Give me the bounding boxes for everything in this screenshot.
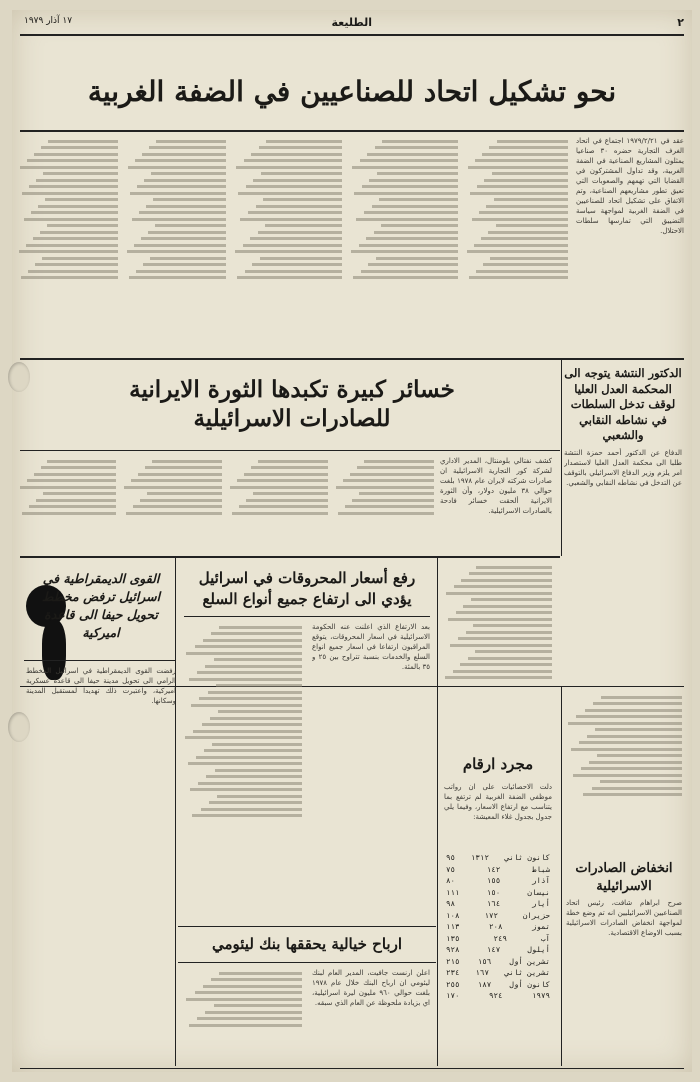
article-exports-body: صرح ابراهام شافت، رئيس اتحاد الصناعيين الاسرائيليين انه تم وضع خطة لمواجهة انخفاض الصادرات الاسرائيلية بسبب الاوضاع الاقتصادية. (566, 899, 682, 937)
table-cell: ١٦٤ (486, 899, 501, 908)
headline-fuel-line2: يؤدي الى ارتفاع جميع أنواع السلع (202, 590, 412, 608)
table-cell: ١٤٧ (486, 945, 501, 954)
article-text (566, 692, 682, 852)
table-cell: ٢٤٩ (493, 933, 508, 943)
article-text (184, 622, 302, 922)
table-cell: ٧٥ (446, 864, 456, 874)
headline-fuel (182, 568, 432, 610)
section-name: الطليعة (331, 16, 372, 29)
table-cell: ١١٣ (446, 922, 460, 931)
table-cell: ٩٥ (446, 853, 456, 862)
table-cell: ١٧٠ (446, 991, 460, 1000)
table-cell: ٨٠ (446, 876, 456, 885)
article-text (184, 968, 302, 1064)
article-text (122, 456, 222, 552)
article-text (228, 456, 328, 552)
table-row (446, 979, 550, 991)
punch-hole (8, 362, 30, 392)
article-text (18, 136, 118, 356)
headline-iran-line1: خسائر كبيرة تكبدها الثورة الايرانية (129, 376, 455, 403)
table-row (446, 887, 550, 899)
headline-haifa-line1: القوى الديمقراطية في اسرائيل ترفض مخطط (41, 571, 161, 605)
table-cell: كانون أول (509, 979, 550, 989)
table-cell: ٢٥٥ (446, 979, 460, 989)
table-cell: ١٥٦ (477, 956, 492, 966)
table-cell: تموز (531, 922, 550, 931)
article-text (18, 456, 116, 552)
table-cell: كانون ثاني (504, 853, 550, 862)
headline-iran-line2: للصادرات الاسرائيلية (193, 404, 391, 432)
table-cell: ١٣١٢ (470, 853, 489, 862)
table-row (446, 852, 550, 864)
article-text (444, 562, 552, 750)
table-cell: آذار (531, 876, 550, 885)
headline-bank: ارباح خيالية يحققها بنك ليئومي (211, 935, 402, 953)
table-cell: حزيران (522, 910, 550, 920)
table-cell: ٢١٥ (446, 956, 460, 966)
table-row (446, 864, 550, 876)
article-text (350, 136, 458, 356)
table-cell: آب (540, 933, 550, 943)
table-row (446, 875, 550, 887)
article-iran-body: كشف نفتالي بلومنتال، المدير الاداري لشركة كور التجارية الاسرائيلية ان صادرات شركته لايران عام ١٩٧٨ بلغت حوالي ٣٨ مليون دولار، وأن الثورة الايرانية ألحقت خسائر فادحة بالصادرات الاسرائيلية. (440, 457, 552, 515)
table-row (446, 956, 550, 968)
table-cell: ١٥٥ (486, 876, 501, 885)
headline-exports (566, 860, 682, 895)
table-cell: أيلول (527, 945, 550, 954)
cost-table (446, 852, 550, 1002)
article-numbers-body: دلت الاحصائيات على ان رواتب موظفي الضفة الغربية لم ترتفع بما يتناسب مع ارتفاع الاسعار، وفيما يلي جدول بجدول غلاء المعيشة: (444, 783, 552, 821)
table-cell: ٢٣٤ (446, 968, 460, 977)
table-cell: ١٧٢ (484, 910, 498, 920)
article-text (334, 456, 434, 552)
table-cell: ٩٨ (446, 899, 456, 908)
table-cell: ١٦٧ (475, 968, 489, 977)
headline-main: نحو تشكيل اتحاد للصناعيين في الضفة الغربية (87, 75, 617, 108)
table-cell: ٩٢٤ (488, 991, 503, 1000)
article-haifa-body: رفضت القوى الديمقراطية في اسرائيل المخطط الرامي الى تحويل مدينة حيفا الى قاعدة عسكرية اميركية، واعتبرت ذلك تهديدا لمستقبل المدينة وسكانها. (26, 667, 176, 705)
table-cell: ١٨٧ (477, 979, 492, 989)
article-main-body: عقد في ١٩٧٩/٢/٢١ اجتماع في اتحاد الغرف التجارية حضره ٣٠ صناعيا يمثلون المشاريع الصناعية في الضفة الغربية، وقد تداول المشتركون في القضايا التي تهمهم والصعوبات التي تعيق تطور مشاريعهم الصناعية، وتم الاتفاق على تشكيل اتحاد للصناعيين في الضفة الغربية لمواجهة سياسة التضييق التي تمارسها سلطات الاحتلال. (576, 137, 684, 235)
table-row (446, 944, 550, 956)
page-number: ٢ (677, 16, 684, 29)
headline-fuel-line1: رفع أسعار المحروقات في اسرائيل (198, 569, 416, 587)
table-cell: ١٠٨ (446, 910, 460, 920)
article-bank-body: اعلن ارنست جافيت، المدير العام لبنك ليئومي ان ارباح البنك خلال عام ١٩٧٨ بلغت حوالي ٩٦٠ مليون ليرة اسرائيلية، اي بزيادة ملحوظة عن العام الذي سبقه. (312, 969, 430, 1007)
headline-exports-line2: الاسرائيلية (596, 878, 652, 894)
table-cell: ١٩٧٩ (531, 991, 550, 1000)
table-cell: ١٣٥ (446, 933, 460, 943)
table-cell: أيار (531, 899, 550, 908)
headline-haifa (26, 570, 176, 643)
headline-iran (42, 376, 542, 434)
headline-exports-line1: انخفاض الصادرات (575, 861, 673, 876)
table-row (446, 990, 550, 1002)
table-cell: تشرين ثاني (504, 968, 550, 977)
table-cell: شباط (531, 864, 550, 874)
article-court-body: الدفاع عن الدكتور أحمد حمزة النتشة طلبا الى محكمة العدل العليا لاستصدار امر يلزم وزير الدفاع الاسرائيلي بالتوقف عن التدخل في نشاطه النقابي والشعبي. (564, 449, 682, 487)
table-cell: تشرين أول (509, 956, 550, 966)
table-cell: نيسان (527, 887, 550, 897)
headline-numbers: مجرد ارقام (462, 755, 534, 773)
table-row (446, 921, 550, 933)
table-row (446, 898, 550, 910)
issue-date: ١٧ آذار ١٩٧٩ (24, 16, 73, 26)
newspaper-page (12, 10, 692, 1072)
table-row (446, 967, 550, 979)
table-cell: ٢٠٨ (488, 922, 503, 931)
table-row (446, 933, 550, 945)
article-text (234, 136, 342, 356)
headline-haifa-line2: تحويل حيفا الى قاعدة اميركية (44, 607, 158, 641)
article-text (466, 136, 568, 356)
headline-court: الدكتور النتشة يتوجه الى المحكمة العدل العليا لوقف تدخل السلطات في نشاطه النقابي والشعبي (564, 366, 682, 443)
table-cell: ١٤٢ (486, 864, 501, 874)
article-fuel-body: بعد الارتفاع الذي اعلنت عنه الحكومة الاسرائيلية في اسعار المحروقات، يتوقع المراقبون ارتفاعا في اسعار جميع انواع السلع والخدمات بنسبة تتراوح بين ٢٥ و ٣٥ بالمئة. (312, 623, 430, 671)
table-cell: ٩٢٨ (446, 945, 460, 954)
article-text (126, 136, 226, 356)
table-row (446, 910, 550, 922)
table-cell: ١٥٠ (486, 887, 501, 897)
table-cell: ١١١ (446, 887, 460, 897)
